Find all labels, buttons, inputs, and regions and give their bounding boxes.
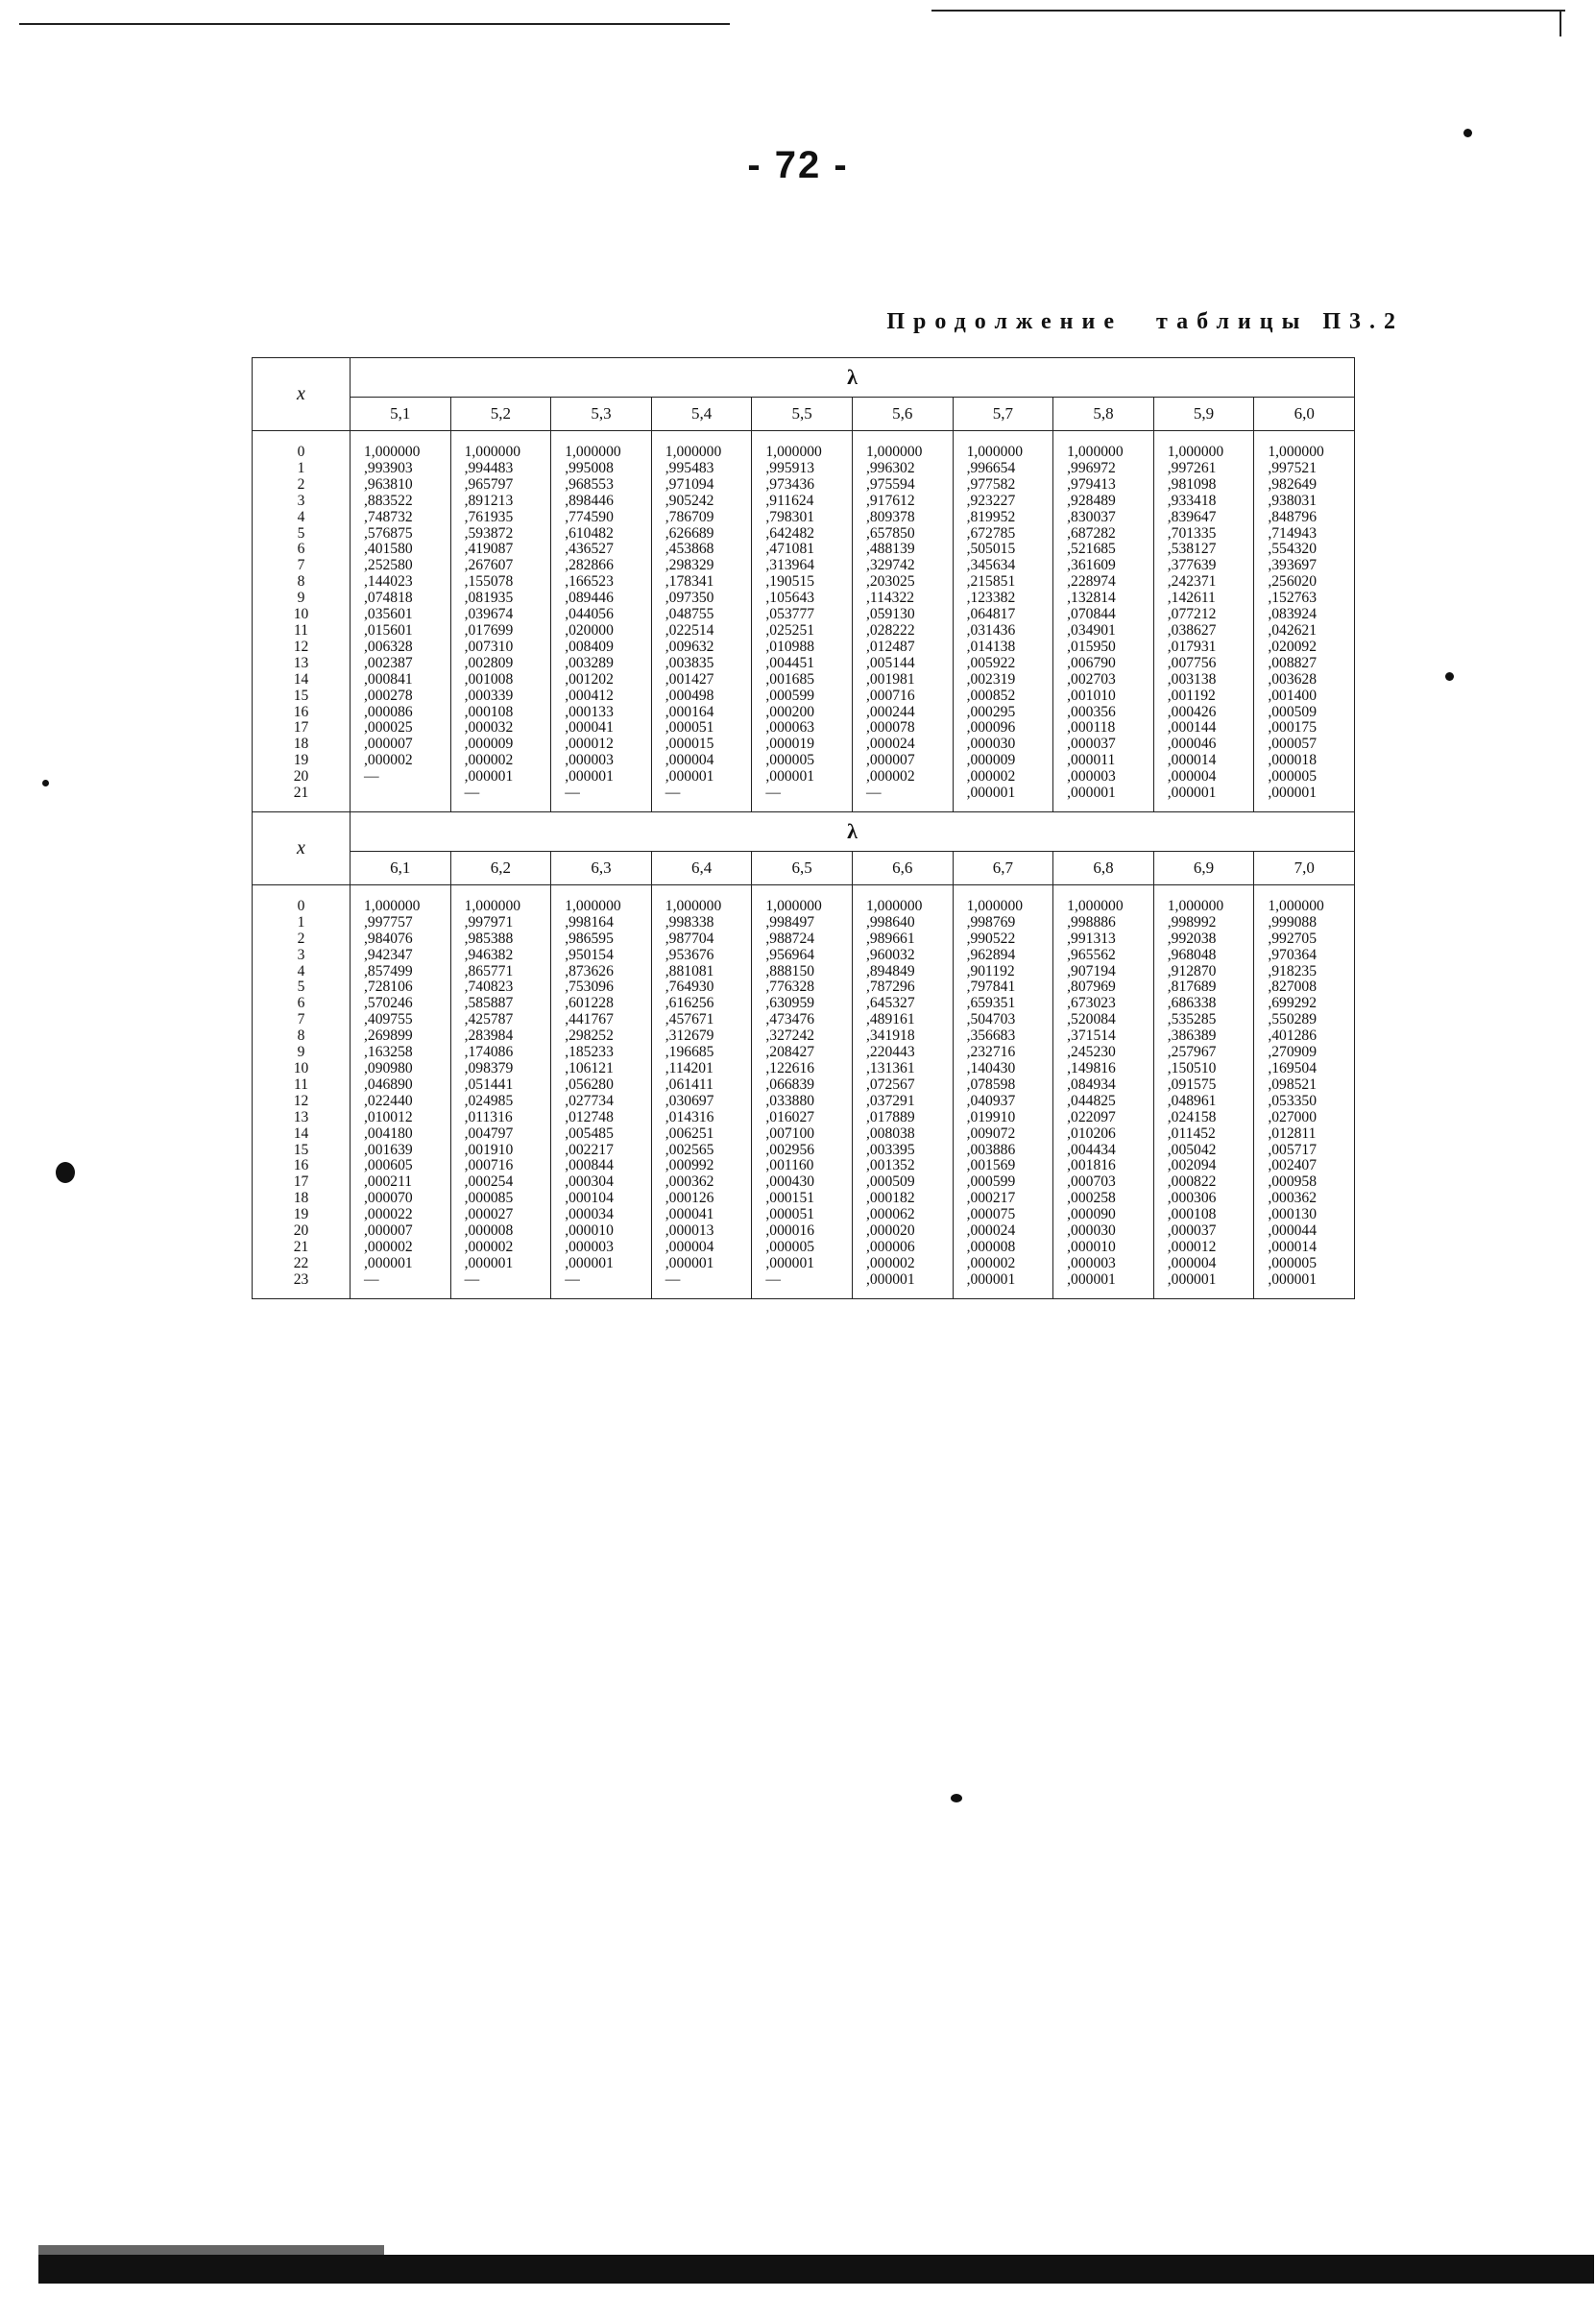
probability-column: 1,000000 ,995008 ,968553 ,898446 ,774590 ,610482 ,436527 ,282866 ,166523 ,089446 ,044056 ,020000 ,008409 ,003289 ,001202 ,000412 ,000133 ,000041 ,000012 ,000003 ,000001 — bbox=[551, 431, 652, 812]
lambda-value: 5,7 bbox=[953, 398, 1053, 431]
probability-column: 1,000000 ,997261 ,981098 ,933418 ,839647 ,701335 ,538127 ,377639 ,242371 ,142611 ,077212 ,038627 ,017931 ,007756 ,003138 ,001192 ,000426 ,000144 ,000046 ,000014 ,000004 ,000001 bbox=[1153, 431, 1254, 812]
data-row-block-2 bbox=[253, 884, 1355, 1298]
lambda-value: 6,8 bbox=[1053, 851, 1154, 884]
x-header-1: x bbox=[253, 358, 351, 431]
lambda-value: 5,6 bbox=[852, 398, 953, 431]
probability-column: 1,000000 ,995483 ,971094 ,905242 ,786709 ,626689 ,453868 ,298329 ,178341 ,097350 ,048755 ,022514 ,009632 ,003835 ,001427 ,000498 ,000164 ,000051 ,000015 ,000004 ,000001 — bbox=[651, 431, 752, 812]
lambda-value: 5,3 bbox=[551, 398, 652, 431]
probability-column: 1,000000 ,998640 ,989661 ,960032 ,894849 ,787296 ,645327 ,489161 ,341918 ,220443 ,131361 ,072567 ,037291 ,017889 ,008038 ,003395 ,001352 ,000509 ,000182 ,000062 ,000020 ,000006 ,000002 ,000001 bbox=[852, 884, 953, 1298]
probability-column: 1,000000 ,998769 ,990522 ,962894 ,901192 ,797841 ,659351 ,504703 ,356683 ,232716 ,140430 ,078598 ,040937 ,019910 ,009072 ,003886 ,001569 ,000599 ,000217 ,000075 ,000024 ,000008 ,000002 ,000001 bbox=[953, 884, 1053, 1298]
probability-column: 1,000000 ,997757 ,984076 ,942347 ,857499 ,728106 ,570246 ,409755 ,269899 ,163258 ,090980 ,046890 ,022440 ,010012 ,004180 ,001639 ,000605 ,000211 ,000070 ,000022 ,000007 ,000002 ,000001 — bbox=[351, 884, 451, 1298]
probability-column: 1,000000 ,995913 ,973436 ,911624 ,798301 ,642482 ,471081 ,313964 ,190515 ,105643 ,053777 ,025251 ,010988 ,004451 ,001685 ,000599 ,000200 ,000063 ,000019 ,000005 ,000001 — bbox=[752, 431, 853, 812]
probability-column: 1,000000 ,997971 ,985388 ,946382 ,865771 ,740823 ,585887 ,425787 ,283984 ,174086 ,098379 ,051441 ,024985 ,011316 ,004797 ,001910 ,000716 ,000254 ,000085 ,000027 ,000008 ,000002 ,000001 — bbox=[450, 884, 551, 1298]
probability-column: 1,000000 ,998164 ,986595 ,950154 ,873626 ,753096 ,601228 ,441767 ,298252 ,185233 ,106121 ,056280 ,027734 ,012748 ,005485 ,002217 ,000844 ,000304 ,000104 ,000034 ,000010 ,000003 ,000001 — bbox=[551, 884, 652, 1298]
lambda-value: 6,4 bbox=[651, 851, 752, 884]
probability-column: 1,000000 ,996302 ,975594 ,917612 ,809378 ,657850 ,488139 ,329742 ,203025 ,114322 ,059130 ,028222 ,012487 ,005144 ,001981 ,000716 ,000244 ,000078 ,000024 ,000007 ,000002 — bbox=[852, 431, 953, 812]
data-row-block-1 bbox=[253, 431, 1355, 812]
probability-column: 1,000000 ,993903 ,963810 ,883522 ,748732 ,576875 ,401580 ,252580 ,144023 ,074818 ,035601 ,015601 ,006328 ,002387 ,000841 ,000278 ,000086 ,000025 ,000007 ,000002 — bbox=[351, 431, 451, 812]
lambda-value: 6,3 bbox=[551, 851, 652, 884]
lambda-value: 5,1 bbox=[351, 398, 451, 431]
scan-speck bbox=[56, 1162, 75, 1183]
probability-column: 1,000000 ,997521 ,982649 ,938031 ,848796 ,714943 ,554320 ,393697 ,256020 ,152763 ,083924 ,042621 ,020092 ,008827 ,003628 ,001400 ,000509 ,000175 ,000057 ,000018 ,000005 ,000001 bbox=[1254, 431, 1355, 812]
lambda-value: 5,5 bbox=[752, 398, 853, 431]
lambda-value: 5,4 bbox=[651, 398, 752, 431]
lambda-header-2: λ bbox=[351, 811, 1355, 851]
lambda-value: 5,2 bbox=[450, 398, 551, 431]
scan-edge-fade bbox=[38, 2245, 384, 2255]
probability-column: 1,000000 ,998497 ,988724 ,956964 ,888150 ,776328 ,630959 ,473476 ,327242 ,208427 ,122616 ,066839 ,033880 ,016027 ,007100 ,002956 ,001160 ,000430 ,000151 ,000051 ,000016 ,000005 ,000001 — bbox=[752, 884, 853, 1298]
table-caption bbox=[886, 309, 1404, 335]
scan-speck bbox=[1463, 129, 1472, 137]
lambda-value: 6,6 bbox=[852, 851, 953, 884]
page-number: - 72 - bbox=[747, 144, 849, 186]
probability-column: 1,000000 ,996972 ,979413 ,928489 ,830037 ,687282 ,521685 ,361609 ,228974 ,132814 ,070844 ,034901 ,015950 ,006790 ,002703 ,001010 ,000356 ,000118 ,000037 ,000011 ,000003 ,000001 bbox=[1053, 431, 1154, 812]
lambda-value: 6,1 bbox=[351, 851, 451, 884]
lambda-header-1: λ bbox=[351, 358, 1355, 398]
poisson-table bbox=[252, 357, 1355, 1299]
caption-prefix: Продолжение bbox=[886, 309, 1123, 334]
lambda-value: 6,2 bbox=[450, 851, 551, 884]
probability-column: 1,000000 ,999088 ,992705 ,970364 ,918235 ,827008 ,699292 ,550289 ,401286 ,270909 ,169504 ,098521 ,053350 ,027000 ,012811 ,005717 ,002407 ,000958 ,000362 ,000130 ,000044 ,000014 ,000005 ,000001 bbox=[1254, 884, 1355, 1298]
scan-bottom-edge bbox=[38, 2255, 1594, 2284]
lambda-value: 6,0 bbox=[1254, 398, 1355, 431]
probability-column: 1,000000 ,998886 ,991313 ,965562 ,907194 ,807969 ,673023 ,520084 ,371514 ,245230 ,149816 ,084934 ,044825 ,022097 ,010206 ,004434 ,001816 ,000703 ,000258 ,000090 ,000030 ,000010 ,000003 ,000001 bbox=[1053, 884, 1154, 1298]
x-values-column: 0 1 2 3 4 5 6 7 8 9 10 11 12 13 14 15 16 17 18 19 20 21 22 23 bbox=[253, 884, 351, 1298]
scan-speck bbox=[42, 780, 49, 786]
right-edge-rule bbox=[1560, 10, 1561, 36]
lambda-values-row-2 bbox=[253, 851, 1355, 884]
lambda-value: 6,7 bbox=[953, 851, 1053, 884]
caption-suffix: таблицы П3.2 bbox=[1155, 309, 1404, 334]
lambda-value: 6,5 bbox=[752, 851, 853, 884]
probability-column: 1,000000 ,996654 ,977582 ,923227 ,819952 ,672785 ,505015 ,345634 ,215851 ,123382 ,064817 ,031436 ,014138 ,005922 ,002319 ,000852 ,000295 ,000096 ,000030 ,000009 ,000002 ,000001 bbox=[953, 431, 1053, 812]
scan-speck bbox=[1445, 672, 1454, 681]
x-values-column: 0 1 2 3 4 5 6 7 8 9 10 11 12 13 14 15 16 17 18 19 20 21 bbox=[253, 431, 351, 812]
scan-speck bbox=[951, 1794, 962, 1802]
x-header-2: x bbox=[253, 811, 351, 884]
probability-column: 1,000000 ,998992 ,992038 ,968048 ,912870 ,817689 ,686338 ,535285 ,386389 ,257967 ,150510 ,091575 ,048961 ,024158 ,011452 ,005042 ,002094 ,000822 ,000306 ,000108 ,000037 ,000012 ,000004 ,000001 bbox=[1153, 884, 1254, 1298]
probability-column: 1,000000 ,994483 ,965797 ,891213 ,761935 ,593872 ,419087 ,267607 ,155078 ,081935 ,039674 ,017699 ,007310 ,002809 ,001008 ,000339 ,000108 ,000032 ,000009 ,000002 ,000001 — bbox=[450, 431, 551, 812]
lambda-value: 7,0 bbox=[1254, 851, 1355, 884]
lambda-value: 5,9 bbox=[1153, 398, 1254, 431]
top-rule-left bbox=[19, 23, 730, 25]
lambda-values-row-1 bbox=[253, 398, 1355, 431]
lambda-value: 5,8 bbox=[1053, 398, 1154, 431]
probability-column: 1,000000 ,998338 ,987704 ,953676 ,881081 ,764930 ,616256 ,457671 ,312679 ,196685 ,114201 ,061411 ,030697 ,014316 ,006251 ,002565 ,000992 ,000362 ,000126 ,000041 ,000013 ,000004 ,000001 — bbox=[651, 884, 752, 1298]
top-rule-right bbox=[931, 10, 1565, 12]
lambda-value: 6,9 bbox=[1153, 851, 1254, 884]
